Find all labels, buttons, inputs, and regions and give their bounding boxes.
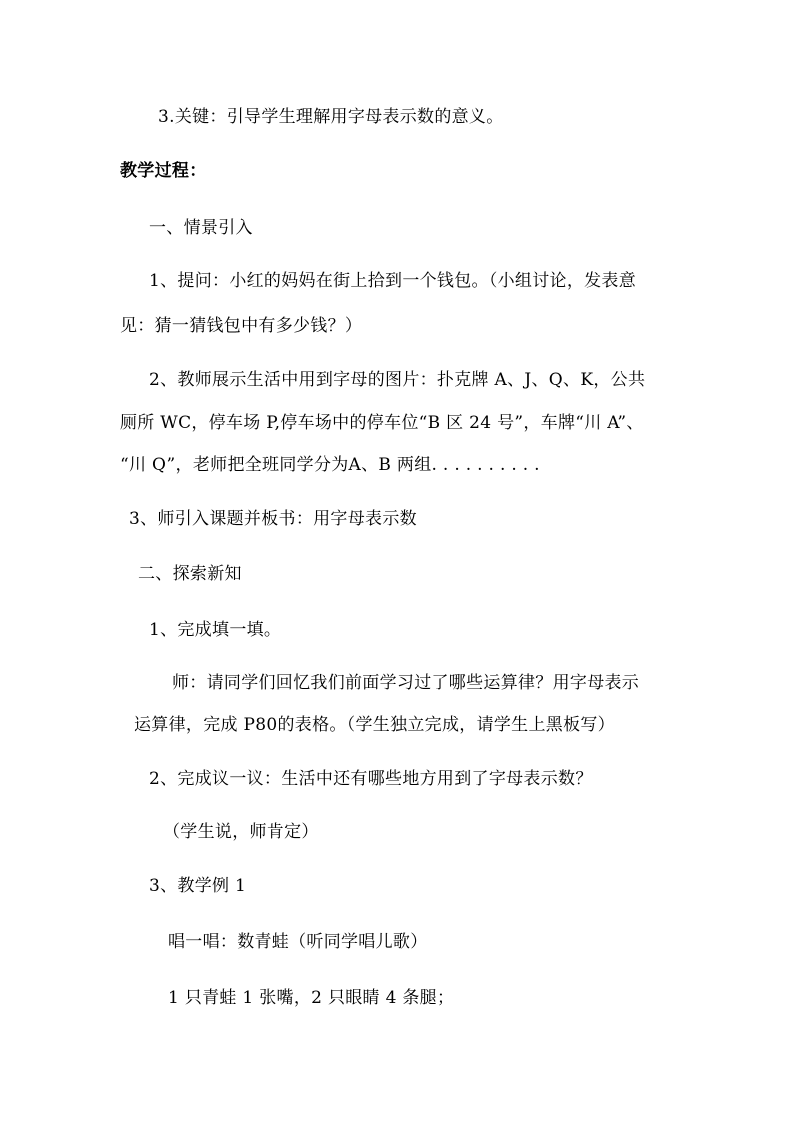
text-line: （学生说，师肯定） <box>163 822 319 842</box>
text-line: 3、教学例 1 <box>149 876 247 896</box>
text-line: 唱一唱：数青蛙（听同学唱儿歌） <box>168 932 428 952</box>
text-line: 3.关键：引导学生理解用字母表示数的意义。 <box>158 107 504 127</box>
section-heading: 教学过程： <box>120 161 207 181</box>
text-line: 2、教师展示生活中用到字母的图片：扑克牌 A、J、Q、K，公共 <box>149 370 646 390</box>
text-line: 见：猜一猜钱包中有多少钱？） <box>120 316 363 336</box>
text-line: 2、完成议一议：生活中还有哪些地方用到了字母表示数？ <box>149 769 593 789</box>
text-line: 1、完成填一填。 <box>149 620 282 640</box>
text-line: 运算律，完成 P80的表格。（学生独立完成，请学生上黑板写） <box>134 715 615 735</box>
text-line: 1、提问：小红的妈妈在街上拾到一个钱包。（小组讨论，发表意 <box>149 271 637 291</box>
text-line: 3、师引入课题并板书：用字母表示数 <box>129 509 417 529</box>
text-line: “川 Q”，老师把全班同学分为A、B 两组. . . . . . . . . . <box>120 455 540 475</box>
subsection-heading: 一、情景引入 <box>149 218 253 238</box>
text-line: 1 只青蛙 1 张嘴，2 只眼睛 4 条腿； <box>168 988 455 1008</box>
text-line: 厕所 WC，停车场 P,停车场中的停车位“B 区 24 号”，车牌“川 A”、 <box>120 413 644 433</box>
text-line: 师：请同学们回忆我们前面学习过了哪些运算律？用字母表示 <box>172 673 640 693</box>
subsection-heading: 二、探索新知 <box>138 564 242 584</box>
